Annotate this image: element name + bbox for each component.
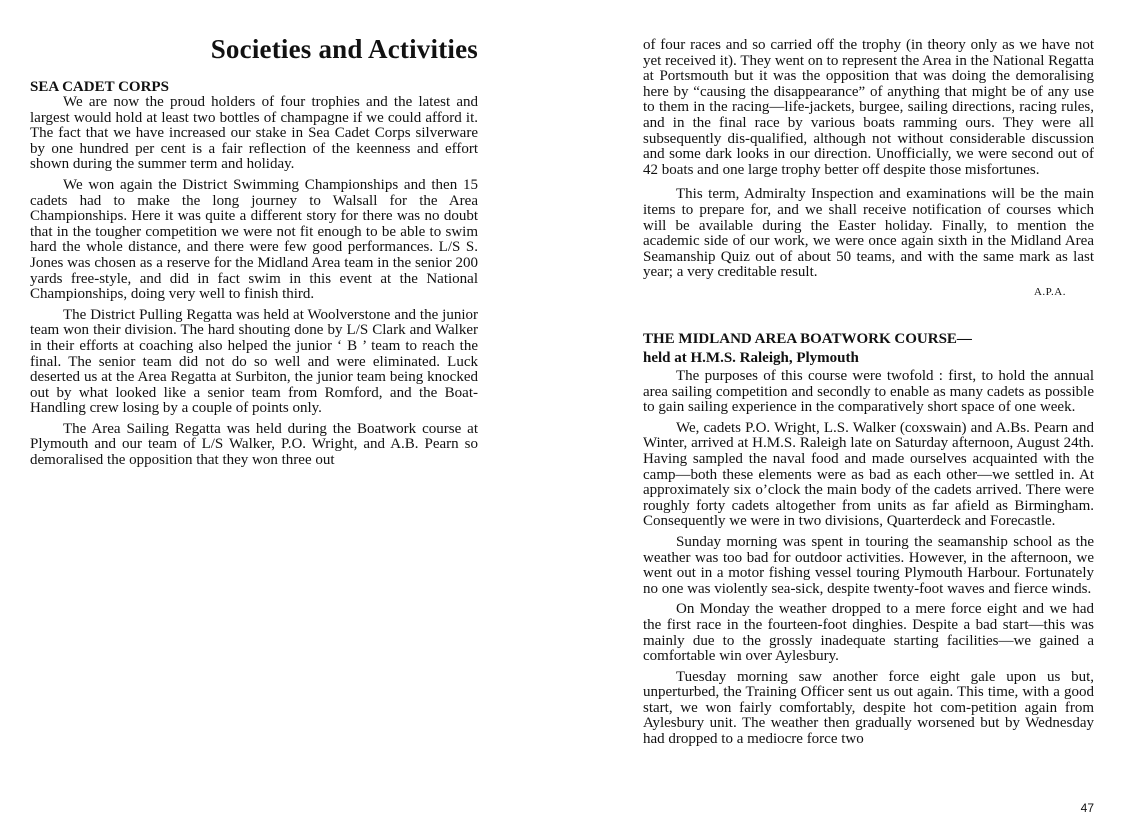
section-subheading: held at H.M.S. Raleigh, Plymouth <box>643 350 859 366</box>
page-title: Societies and Activities <box>210 34 478 64</box>
author-signature: A.P.A. <box>1033 285 1066 298</box>
paragraph: We won again the District Swimming Championships and then 15 cadets had to make the long journey to Walsall for the Area Championships. Here it was quite a different story for there was no doubt that in the tougher competition we were not fit enough to be able to swim hard the whole distance, and there were few good performances. L/S S. Jones was chosen as a reserve for the Midland Area team in the senior 200 yards free-style, and did in fact swim in this event at the National Championships, doing very well to finish third. <box>30 176 478 303</box>
paragraph: The purposes of this course were twofold : first, to hold the annual area sailing competition and secondly to enable as many cadets as possible to gain sailing experience in the comparatively short space of one week. <box>643 368 1094 416</box>
section-heading-sea-cadet-corps: SEA CADET CORPS <box>30 79 169 95</box>
right-continuation-column <box>643 38 1094 298</box>
paragraph: On Monday the weather dropped to a mere force eight and we had the first race in the fourteen-foot dinghies. Despite a bad start—this was mainly due to the grossly inadequate starting facilities—we gained a comfortable win over Aylesbury. <box>643 601 1094 665</box>
paragraph: Sunday morning was spent in touring the seamanship school as the weather was too bad for outdoor activities. However, in the afternoon, we went out in a motor fishing vessel touring Plymouth Harbour. Fortunately no one was violently sea-sick, despite twenty-foot waves and fierce winds. <box>643 533 1094 597</box>
continuation-paragraph: of four races and so carried off the trophy (in theory only as we have not yet received it). They went on to represent the Area in the National Regatta at Portsmouth but it was the opposition that was doing the demoralising here by “causing the disappearance” of anything that might be of any use to them in the racing—life-jackets, burgee, sailing directions, racing rules, and in the final race by various boats ramming ours. They were all subsequently dis-qualified, although not without considerable discussion and some dark looks in our direction. Unofficially, we were second out of 42 boats and one large trophy better off despite those misfortunes. <box>643 37 1094 178</box>
paragraph: The Area Sailing Regatta was held during the Boatwork course at Plymouth and our team of L/S Walker, P.O. Wright, and A.B. Pearn so demoralised the opposition that they won three out <box>30 420 478 469</box>
left-text-column <box>30 79 478 474</box>
paragraph: We are now the proud holders of four trophies and the latest and largest would hold at least two bottles of champagne if we could afford it. The fact that we have increased our stake in Sea Cadet Corps silverware by one hundred per cent is a fair reflection of the keenness and effort shown during the summer term and holiday. <box>30 94 478 173</box>
boatwork-course-column <box>643 331 1094 753</box>
paragraph: This term, Admiralty Inspection and examinations will be the main items to prepare for, and we shall receive notification of courses which will be available during the Easter holiday. Finally, to mention the academic side of our work, we were once again sixth in the Midland Area Seamanship Quiz out of about 50 teams, and with the same mark as last year; a very creditable result. <box>643 186 1094 281</box>
right-page <box>643 0 1094 840</box>
paragraph: We, cadets P.O. Wright, L.S. Walker (coxswain) and A.Bs. Pearn and Winter, arrived at H.M.S. Raleigh late on Saturday afternoon, August 24th. Having sampled the naval food and made ourselves acquainted with the camp—both these elements were as bad as each other—we settled in. At approximately six o’clock the main body of the cadets arrived. There were roughly forty cadets altogether from units as far afield as Birmingham. Consequently we were in two divisions, Quarterdeck and Forecastle. <box>643 419 1094 530</box>
paragraph: The District Pulling Regatta was held at Woolverstone and the junior team won their division. The hard shouting done by L/S Clark and Walker in their efforts at coaching also helped the junior ‘ B ’ team to reach the final. The senior team did not do so well and were eliminated. Luck deserted us at the Area Regatta at Surbiton, the junior team being knocked out by what looked like a senior team from Romford, and the Boat-Handling crew losing by a couple of points only. <box>30 306 478 417</box>
section-heading-boatwork-course: THE MIDLAND AREA BOATWORK COURSE— <box>643 331 972 347</box>
page-number: 47 <box>1080 801 1094 815</box>
paragraph: Tuesday morning saw another force eight gale upon us but, unperturbed, the Training Officer sent us out again. This time, with a good start, we won fairly comfortably, despite hot com-petition again from Aylesbury unit. The weather then gradually worsened but by Wednesday had dropped to a mediocre force two <box>643 668 1094 748</box>
